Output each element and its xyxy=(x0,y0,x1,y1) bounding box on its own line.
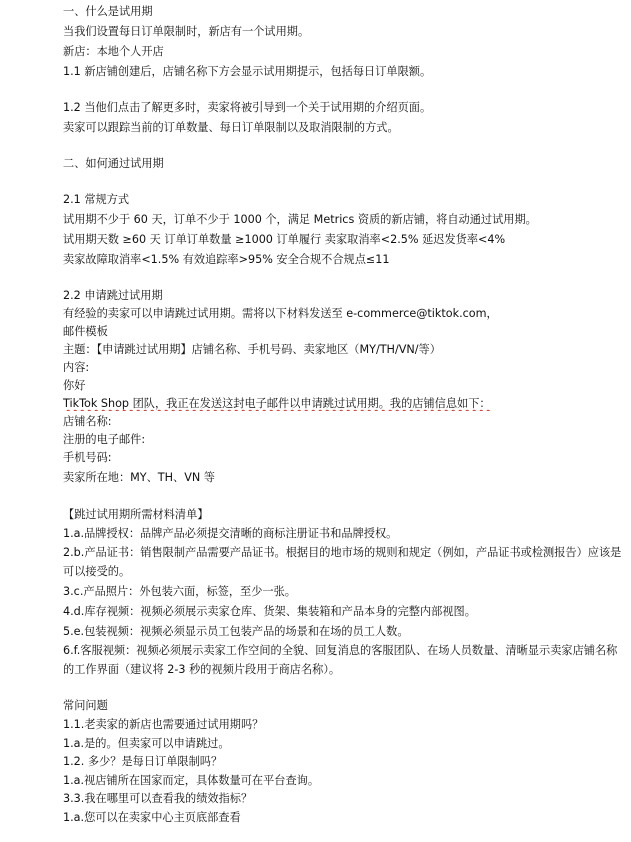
list-item: 4.d.库存视频：视频必须展示卖家仓库、货架、集装箱和产品本身的完整内部视图。 xyxy=(63,605,476,618)
faq-question: 3.3.我在哪里可以查看我的绩效指标？ xyxy=(63,792,253,805)
heading-faq: 常问问题 xyxy=(63,699,108,712)
text-line: 注册的电子邮件: xyxy=(63,433,146,446)
subheading-regular-method: 2.1 常规方式 xyxy=(63,193,130,206)
text-line: 当我们设置每日订单限制时，新店有一个试用期。 xyxy=(63,25,310,38)
text-line: 新店：本地个人开店 xyxy=(63,45,164,58)
text-line: TikTok Shop 团队，我正在发送这封电子邮件以申请跳过试用期。我的店铺信息如下： xyxy=(63,397,491,410)
text-line: 试用期天数 ≥60 天 订单订单数量 ≥1000 订单履行 卖家取消率<2.5% 延迟发货率<4% xyxy=(63,233,506,246)
heading-materials-list: 【跳过试用期所需材料清单】 xyxy=(63,508,209,521)
text-line: 内容: xyxy=(63,361,90,374)
text-line: 有经验的卖家可以申请跳过试用期。需将以下材料发送至 e-commerce@tiktok.com， xyxy=(63,307,498,320)
text-line: 卖家可以跟踪当前的订单数量、每日订单限制以及取消限制的方式。 xyxy=(63,121,399,134)
text-line: 店铺名称: xyxy=(63,415,112,428)
text-line: 卖家故障取消率<1.5% 有效追踪率>95% 安全合规不合规点≤11 xyxy=(63,253,390,266)
subheading-apply-skip: 2.2 申请跳过试用期 xyxy=(63,289,163,302)
text-line: 邮件模板 xyxy=(63,325,108,338)
list-item: 5.e.包装视频：视频必须显示员工包装产品的场景和在场的员工人数。 xyxy=(63,625,409,638)
list-item: 1.a.品牌授权：品牌产品必须提交清晰的商标注册证书和品牌授权。 xyxy=(63,527,398,540)
list-item: 2.b.产品证书：销售限制产品需要产品证书。根据目的地市场的规则和规定（例如，产品证书或检测报告）应该是可以接受的。 xyxy=(63,546,622,578)
faq-question: 1.1.老卖家的新店也需要通过试用期吗？ xyxy=(63,718,264,731)
faq-question: 1.2. 多少？是每日订单限制吗？ xyxy=(63,755,223,768)
list-item: 6.f.客服视频：视频必须展示卖家工作空间的全貌、回复消息的客服团队、在场人员数量、清晰显示卖家店铺名称的工作界面（建议将 2-3 秒的视频片段用于商店名称）。 xyxy=(63,644,618,676)
faq-answer: 1.a.是的。但卖家可以申请跳过。 xyxy=(63,737,230,750)
text-line: 手机号码: xyxy=(63,451,112,464)
faq-answer: 1.a.视店铺所在国家而定，具体数量可在平台查询。 xyxy=(63,774,320,787)
text-line: 试用期不少于 60 天，订单不少于 1000 个，满足 Metrics 资质的新店铺，将自动通过试用期。 xyxy=(63,213,537,226)
heading-what-is-trial-period: 一、什么是试用期 xyxy=(63,5,153,18)
text-line: 1.1 新店铺创建后，店铺名称下方会显示试用期提示，包括每日订单限额。 xyxy=(63,65,432,78)
text-line: 卖家所在地：MY、TH、VN 等 xyxy=(63,471,215,484)
faq-answer: 1.a.您可以在卖家中心主页底部查看 xyxy=(63,811,241,824)
text-line: 1.2 当他们点击了解更多时，卖家将被引导到一个关于试用期的介绍页面。 xyxy=(63,101,432,114)
text-line: 主题：【申请跳过试用期】店铺名称、手机号码、卖家地区（MY/TH/VN/等） xyxy=(63,343,441,356)
list-item: 3.c.产品照片：外包装六面，标签，至少一张。 xyxy=(63,585,296,598)
text-line: 你好 xyxy=(63,379,86,392)
heading-how-to-pass-trial: 二、如何通过试用期 xyxy=(63,157,164,170)
